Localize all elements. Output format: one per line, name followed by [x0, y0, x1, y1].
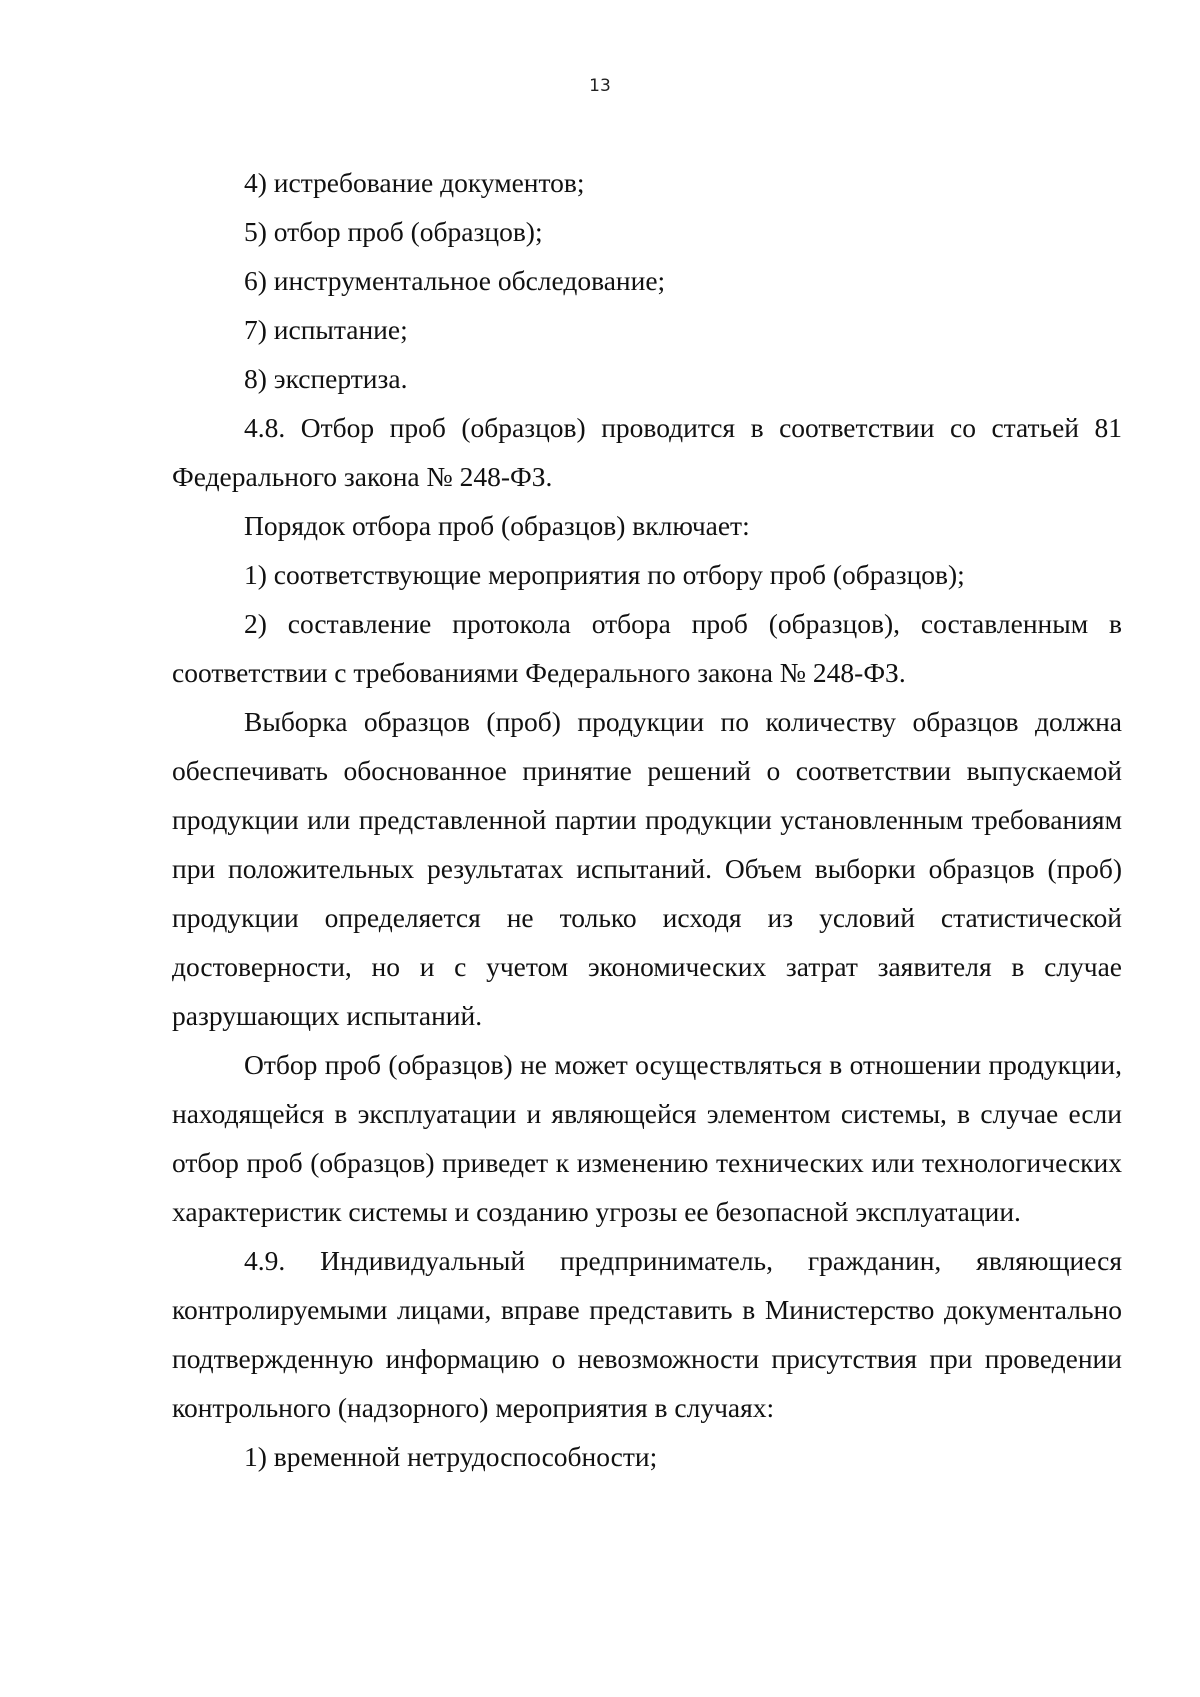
clause-4-9: 4.9. Индивидуальный предприниматель, гражданин, являющиеся контролируемыми лицами, вправе представить в Министерство документально подтвержденную информацию о невозможности присутствия при проведении контрольного (надзорного) мероприятия в случаях: [172, 1245, 1122, 1423]
sample-selection-paragraph: Выборка образцов (проб) продукции по количеству образцов должна обеспечивать обоснованное принятие решений о соответствии выпускаемой продукции или представленной партии продукции установленным требованиям при положительных результатах испытаний. Объем выборки образцов (проб) продукции определяется не только исходя из условий статистической достоверности, но и с учетом экономических затрат заявителя в случае разрушающих испытаний. [172, 706, 1122, 1031]
list-item-4: 4) истребование документов; [244, 167, 585, 198]
clause-4-8: 4.8. Отбор проб (образцов) проводится в соответствии со статьей 81 Федерального закона № 248-ФЗ. [172, 412, 1122, 492]
list-item-7: 7) испытание; [244, 314, 408, 345]
clause-4-9-item-1: 1) временной нетрудоспособности; [244, 1441, 658, 1472]
sampling-step-1: 1) соответствующие мероприятия по отбору проб (образцов); [244, 559, 965, 590]
page-number: 13 [589, 76, 611, 96]
sampling-procedure-intro: Порядок отбора проб (образцов) включает: [244, 510, 750, 541]
document-body [172, 158, 1122, 1481]
list-item-6: 6) инструментальное обследование; [244, 265, 666, 296]
list-item-5: 5) отбор проб (образцов); [244, 216, 543, 247]
list-item-8: 8) экспертиза. [244, 363, 408, 394]
sampling-restriction-paragraph: Отбор проб (образцов) не может осуществляться в отношении продукции, находящейся в эксплуатации и являющейся элементом системы, в случае если отбор проб (образцов) приведет к изменению технических или технологических характеристик системы и созданию угрозы ее безопасной эксплуатации. [172, 1049, 1122, 1227]
sampling-step-2: 2) составление протокола отбора проб (образцов), составленным в соответствии с требованиями Федерального закона № 248-ФЗ. [172, 608, 1122, 688]
